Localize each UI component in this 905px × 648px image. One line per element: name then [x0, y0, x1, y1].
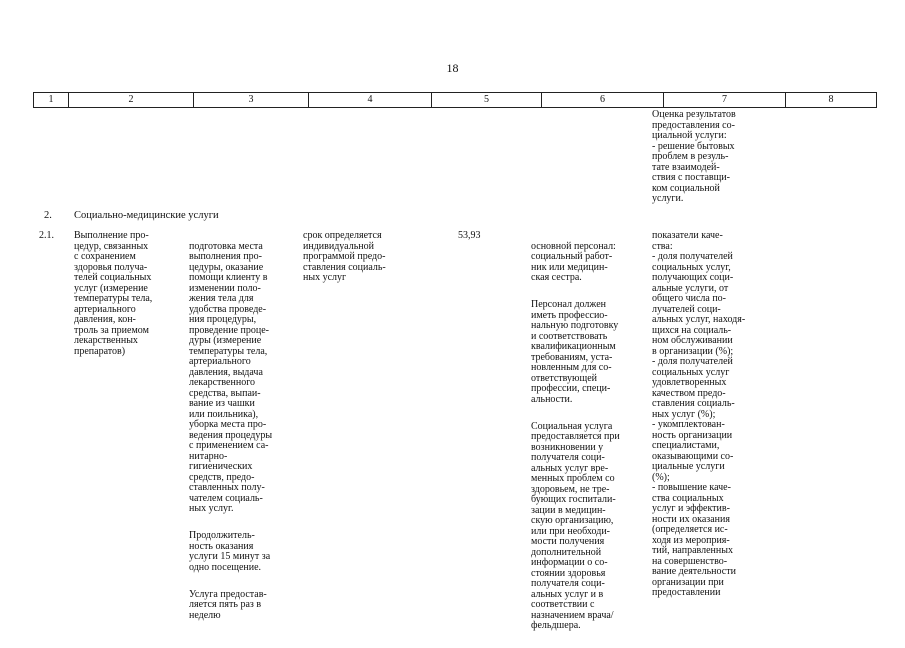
column-number: 3	[194, 93, 309, 108]
tariff-value: 53,93	[458, 230, 481, 241]
quality-indicators: показатели каче- ства: - доля получателей социальных услуг, получающих соци- альные услуги, от общего числа по- лучателей соци- альных услуг, находя- щихся на социаль- ном обслуживании в организации (%); - доля получателей социальных услуг удовлетворенных качеством предо- ставления социаль- ных услуг (%); - укомплектован- ность организации специалистами, оказывающими со- циальные услуги (%); - повышение каче- ства социальных услуг и эффектив- ности их оказания (определяется ис- ходя из мероприя- тий, направленных на совершенство- вание деятельности организации при предоставлении	[652, 230, 746, 598]
column-number: 4	[309, 93, 432, 108]
section-number: 2.	[44, 210, 52, 221]
description-paragraph: подготовка места выполнения про- цедуры, оказание помощи клиенту в изменении поло- жения тела для удобства проведе- ния процедуры, проведение проце- дуры (измерение температуры тела, артериального давления, выдача лекарственного средства, выпаи- вание из чашки или поильника), уборка места про- ведения процедуры с применением са- нитарно- гигиенических средств, предо- ставленных полу- чателем социаль- ных услуг.	[189, 240, 273, 514]
conditions-paragraph: основной персонал: социальный работ- ник или медицин- ская сестра.	[531, 240, 616, 283]
service-name: Выполнение про- цедур, связанных с сохранением здоровья получа- телей социальных услуг (измерение температуры тела, артериального давления, кон- троль за приемом лекарственных препаратов)	[74, 230, 153, 357]
column-number: 1	[34, 93, 69, 108]
conditions-paragraph: Персонал должен иметь профессио- нальную подготовку и соответствовать квалификационным требованиям, уста- новленным для со- ответствующей профессии, специ- альности.	[531, 299, 619, 405]
page-number: 18	[446, 61, 459, 75]
column-number: 5	[432, 93, 542, 108]
column-number: 6	[542, 93, 664, 108]
service-conditions	[531, 231, 649, 648]
row-number: 2.1.	[39, 230, 54, 241]
column-number: 2	[69, 93, 194, 108]
description-paragraph: Продолжитель- ность оказания услуги 15 минут за одно посещение.	[189, 530, 271, 573]
description-paragraph: Услуга предостав- ляется пять раз в неделю	[189, 588, 267, 621]
service-description	[189, 231, 301, 638]
column-number: 8	[786, 93, 877, 108]
service-term: срок определяется индивидуальной программой предо- ставления социаль- ных услуг	[303, 230, 386, 283]
column-number-header	[33, 92, 877, 108]
column-number: 7	[664, 93, 786, 108]
continued-quality-assessment: Оценка результатов предоставления со- циальной услуги: - решение бытовых проблем в резуль- тате взаимодей- ствия с поставщи- ком социальной услуги.	[652, 109, 736, 204]
conditions-paragraph: Социальная услуга предоставляется при возникновении у получателя соци- альных услуг вре- менных проблем со здоровьем, не тре- бующих госпитали- зации в медицин- скую организацию, или при необходи- мости получения дополнительной информации о со- стоянии здоровья получателя соци- альных услуг и в соответствии с назначением врача/фельдшера.	[531, 420, 620, 631]
section-title: Социально-медицинские услуги	[74, 210, 219, 221]
